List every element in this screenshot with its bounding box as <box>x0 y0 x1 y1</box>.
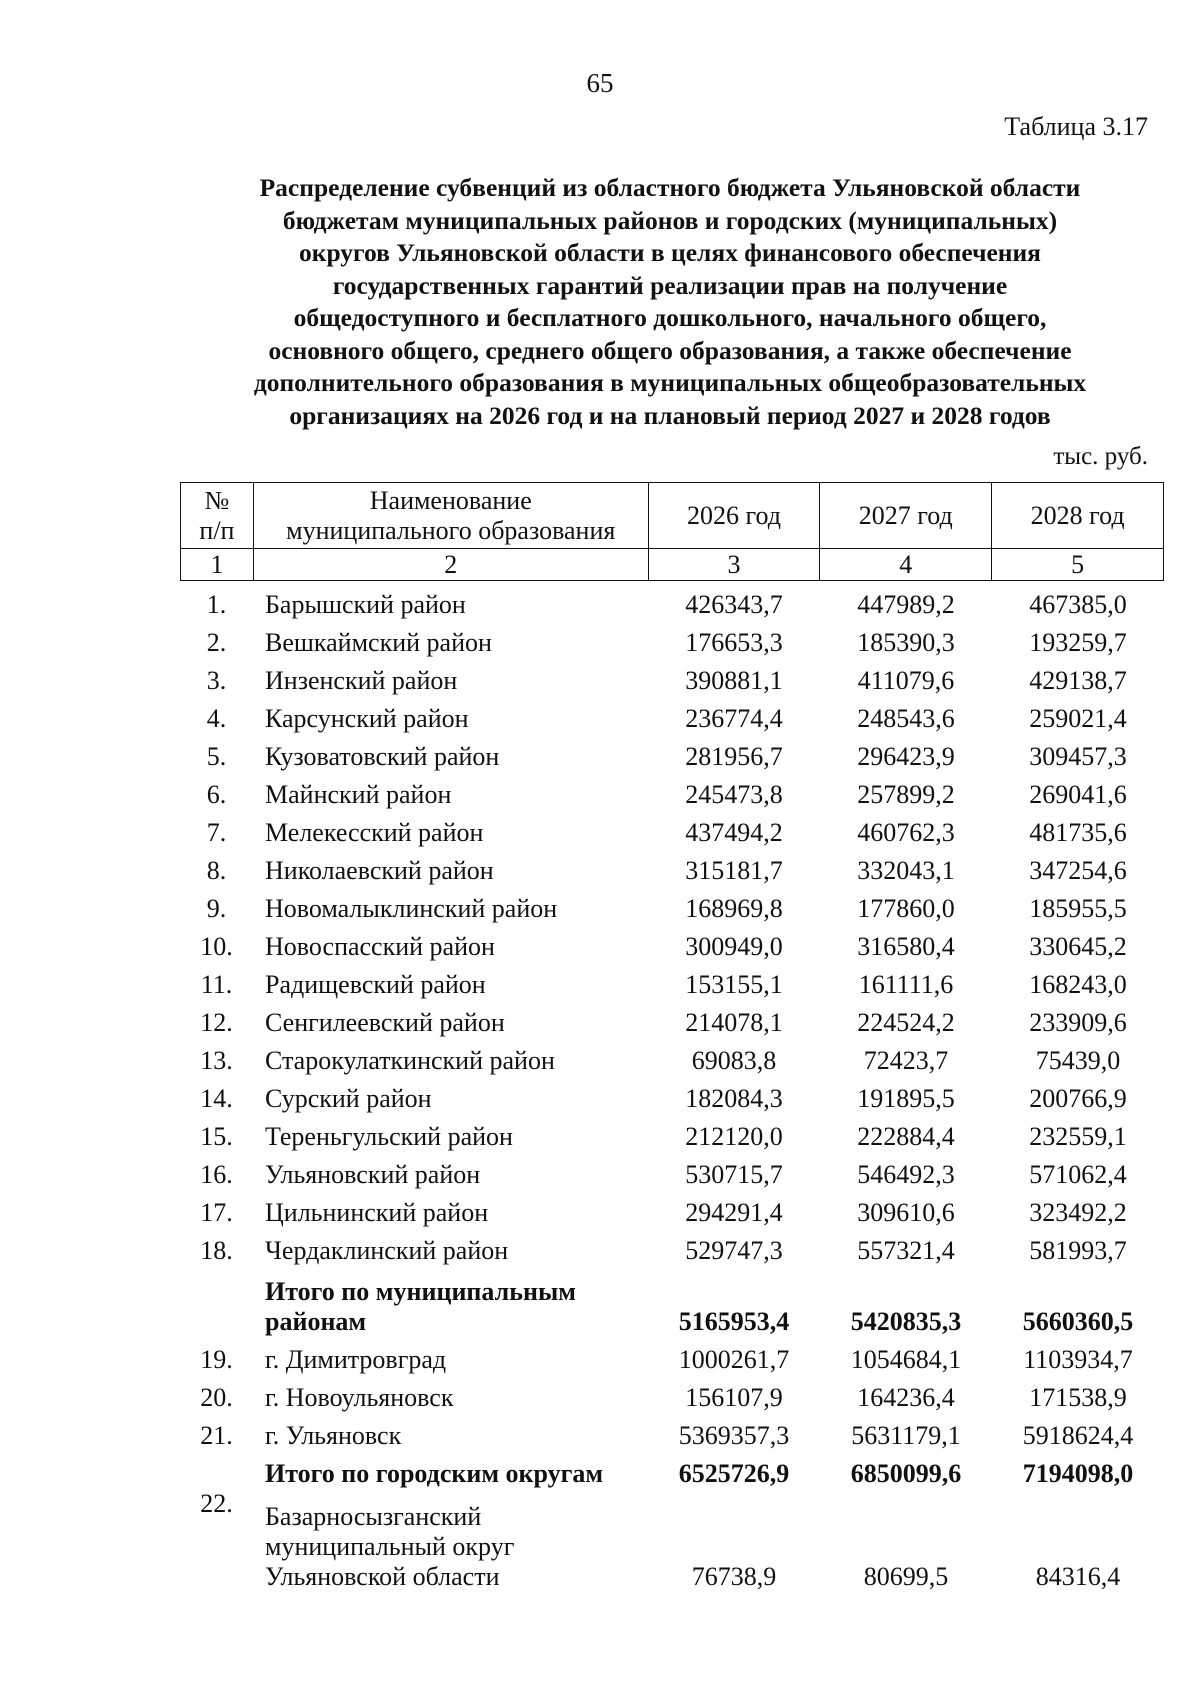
value-2026: 182084,3 <box>685 1084 783 1113</box>
value-2027: 296423,9 <box>857 742 955 771</box>
value-2026: 437494,2 <box>685 818 783 847</box>
value-2027: 1054684,1 <box>850 1345 962 1374</box>
table-row <box>180 810 1164 848</box>
header-num <box>181 483 254 549</box>
value-2026: 69083,8 <box>691 1046 777 1075</box>
table-row <box>180 886 1164 924</box>
value-2027: 6850099,6 <box>850 1459 962 1488</box>
value-2028: 481735,6 <box>1029 818 1127 847</box>
value-2027: 80699,5 <box>863 1562 949 1591</box>
total-cities-row <box>180 1451 1164 1489</box>
column-number-row <box>181 549 1164 581</box>
row-name: Цильнинский район <box>265 1198 489 1227</box>
table-row <box>180 734 1164 772</box>
row-number: 7. <box>206 818 227 847</box>
row-name: Барышский район <box>265 590 466 619</box>
value-2028: 75439,0 <box>1035 1046 1121 1075</box>
row-number: 20. <box>200 1383 233 1412</box>
row-name: Ульяновский район <box>265 1160 481 1189</box>
value-2026: 390881,1 <box>685 666 783 695</box>
value-2027: 411079,6 <box>857 666 955 695</box>
value-2026: 245473,8 <box>685 780 783 809</box>
row-name <box>253 1277 648 1337</box>
title-line: общедоступного и бесплатного дошкольного, начального общего, <box>293 303 1047 332</box>
row-name-line: Базарносызганский <box>265 1502 482 1531</box>
row-name-line: районам <box>265 1307 367 1336</box>
title-line: организациях на 2026 год и на плановый период 2027 и 2028 годов <box>289 400 1051 430</box>
total-districts-row <box>180 1266 1164 1337</box>
header-row <box>181 483 1164 549</box>
table-row <box>180 620 1164 658</box>
column-number: 5 <box>992 549 1164 581</box>
value-2026: 300949,0 <box>685 932 783 961</box>
row-number: 14. <box>200 1084 233 1113</box>
row-name: Мелекесский район <box>265 818 484 847</box>
value-2028: 193259,7 <box>1029 628 1127 657</box>
row-name: Майнский район <box>265 780 452 809</box>
table-row <box>180 1152 1164 1190</box>
row-name: г. Димитровград <box>265 1345 447 1374</box>
column-number: 4 <box>820 549 992 581</box>
table-row <box>180 582 1164 620</box>
value-2027: 557321,4 <box>857 1236 955 1265</box>
title-line: дополнительного образования в муниципальных общеобразовательных <box>253 368 1087 397</box>
table-row <box>180 772 1164 810</box>
value-2026: 214078,1 <box>685 1008 783 1037</box>
row-number: 19. <box>200 1345 233 1374</box>
value-2026: 156107,9 <box>685 1383 783 1412</box>
value-2027: 460762,3 <box>857 818 955 847</box>
value-2028: 5660360,5 <box>1022 1307 1134 1336</box>
value-2026: 212120,0 <box>685 1122 783 1151</box>
header-num-line2: п/п <box>199 515 235 545</box>
value-2027: 248543,6 <box>857 704 955 733</box>
table-body <box>180 582 1164 1592</box>
value-2027: 447989,2 <box>857 590 955 619</box>
row-number: 16. <box>200 1160 233 1189</box>
value-2028: 5918624,4 <box>1022 1421 1134 1450</box>
city-rows <box>180 1337 1164 1451</box>
row-name-line: муниципальный округ <box>265 1532 515 1561</box>
value-2027: 5420835,3 <box>850 1307 962 1336</box>
value-2028: 171538,9 <box>1029 1383 1127 1412</box>
value-2028: 200766,9 <box>1029 1084 1127 1113</box>
row-number: 12. <box>200 1008 233 1037</box>
value-2028: 259021,4 <box>1029 704 1127 733</box>
row-name: г. Ульяновск <box>265 1421 402 1450</box>
row-name: Старокулаткинский район <box>265 1046 555 1075</box>
row-number: 4. <box>206 704 227 733</box>
value-2027: 177860,0 <box>857 894 955 923</box>
header-name-line2: муниципального образования <box>286 515 616 545</box>
value-2028: 84316,4 <box>1035 1562 1121 1591</box>
value-2026: 153155,1 <box>685 970 783 999</box>
row-name: Новомалыклинский район <box>265 894 558 923</box>
row-name: г. Новоульяновск <box>265 1383 454 1412</box>
table-row <box>180 848 1164 886</box>
value-2028: 347254,6 <box>1029 856 1127 885</box>
value-2026: 5165953,4 <box>678 1307 790 1336</box>
value-2028: 232559,1 <box>1029 1122 1127 1151</box>
table-row <box>180 924 1164 962</box>
table-row <box>180 1413 1164 1451</box>
value-2027: 191895,5 <box>857 1084 955 1113</box>
row-number: 2. <box>206 628 227 657</box>
district-rows <box>180 582 1164 1266</box>
document-title <box>170 172 1170 432</box>
row-number: 18. <box>200 1236 233 1265</box>
header-2026: 2026 год <box>648 483 820 549</box>
value-2026: 76738,9 <box>691 1562 777 1591</box>
value-2026: 315181,7 <box>685 856 783 885</box>
row-number: 5. <box>206 742 227 771</box>
row-number: 6. <box>206 780 227 809</box>
row-number: 8. <box>206 856 227 885</box>
value-2028: 309457,3 <box>1029 742 1127 771</box>
row-name: Карсунский район <box>265 704 469 733</box>
value-2026: 1000261,7 <box>678 1345 790 1374</box>
row-name: Сурский район <box>265 1084 432 1113</box>
row-name <box>253 1502 648 1592</box>
title-line: основного общего, среднего общего образования, а также обеспечение <box>268 335 1072 365</box>
row-number: 13. <box>200 1046 233 1075</box>
value-2026: 529747,3 <box>685 1236 783 1265</box>
page-number: 65 <box>586 68 614 98</box>
value-2028: 571062,4 <box>1029 1160 1127 1189</box>
value-2028: 168243,0 <box>1029 970 1127 999</box>
table-label: Таблица 3.17 <box>1004 112 1148 141</box>
value-2028: 233909,6 <box>1029 1008 1127 1037</box>
value-2027: 164236,4 <box>857 1383 955 1412</box>
row-name: Чердаклинский район <box>265 1236 509 1265</box>
column-number: 1 <box>181 549 254 581</box>
value-2027: 72423,7 <box>863 1046 949 1075</box>
table-row <box>180 658 1164 696</box>
title-line: Распределение субвенций из областного бюджета Ульяновской области <box>259 173 1081 202</box>
value-2026: 426343,7 <box>685 590 783 619</box>
row-name: Радищевский район <box>265 970 486 999</box>
row-name: Тереньгульский район <box>265 1122 513 1151</box>
value-2028: 7194098,0 <box>1022 1459 1134 1488</box>
row-number: 10. <box>200 932 233 961</box>
row-name: Кузоватовский район <box>265 742 500 771</box>
row-number: 9. <box>206 894 227 923</box>
value-2027: 161111,6 <box>858 970 954 999</box>
value-2027: 224524,2 <box>857 1008 955 1037</box>
header-2027: 2027 год <box>820 483 992 549</box>
value-2028: 269041,6 <box>1029 780 1127 809</box>
row-name: Новоспасский район <box>265 932 495 961</box>
row-name: Инзенский район <box>265 666 458 695</box>
table-row <box>180 1000 1164 1038</box>
value-2028: 323492,2 <box>1029 1198 1127 1227</box>
table-row <box>180 1228 1164 1266</box>
value-2027: 332043,1 <box>857 856 955 885</box>
title-line: округов Ульяновской области в целях финансового обеспечения <box>299 238 1041 267</box>
header-name-line1: Наименование <box>369 485 532 515</box>
row-name-line: Итого по муниципальным <box>265 1277 576 1306</box>
value-2026: 176653,3 <box>685 628 783 657</box>
table-row <box>180 696 1164 734</box>
value-2027: 185390,3 <box>857 628 955 657</box>
value-2026: 6525726,9 <box>678 1459 790 1488</box>
row-name: Николаевский район <box>265 856 494 885</box>
row-name: Сенгилеевский район <box>265 1008 505 1037</box>
value-2027: 257899,2 <box>857 780 955 809</box>
column-number: 3 <box>648 549 820 581</box>
units-label: тыс. руб. <box>1053 443 1148 470</box>
value-2027: 5631179,1 <box>851 1421 961 1450</box>
title-line: бюджетам муниципальных районов и городских (муниципальных) <box>282 205 1058 235</box>
table-header <box>180 482 1164 581</box>
table-row <box>180 1038 1164 1076</box>
table-row <box>180 1489 1164 1592</box>
value-2026: 294291,4 <box>685 1198 783 1227</box>
value-2026: 530715,7 <box>685 1160 783 1189</box>
value-2026: 168969,8 <box>685 894 783 923</box>
value-2027: 222884,4 <box>857 1122 955 1151</box>
title-line: государственных гарантий реализации прав на получение <box>332 270 1008 300</box>
row-number: 22. <box>200 1489 233 1518</box>
value-2026: 281956,7 <box>685 742 783 771</box>
row-name-line: Ульяновской области <box>265 1562 500 1591</box>
header-2028: 2028 год <box>992 483 1164 549</box>
value-2027: 546492,3 <box>857 1160 955 1189</box>
row-number: 11. <box>200 970 233 999</box>
column-number: 2 <box>253 549 648 581</box>
value-2028: 330645,2 <box>1029 932 1127 961</box>
value-2028: 467385,0 <box>1029 590 1127 619</box>
value-2028: 581993,7 <box>1029 1236 1127 1265</box>
table-row <box>180 1337 1164 1375</box>
table-row <box>180 1190 1164 1228</box>
table-row <box>180 1114 1164 1152</box>
value-2026: 236774,4 <box>685 704 783 733</box>
value-2026: 5369357,3 <box>678 1421 790 1450</box>
value-2027: 316580,4 <box>857 932 955 961</box>
table-row <box>180 962 1164 1000</box>
row-number: 3. <box>206 666 227 695</box>
value-2028: 1103934,7 <box>1023 1345 1133 1374</box>
header-num-line1: № <box>204 485 230 515</box>
row-number: 1. <box>206 590 227 619</box>
table-row <box>180 1076 1164 1114</box>
value-2027: 309610,6 <box>857 1198 955 1227</box>
row-name: Итого по городским округам <box>265 1459 604 1488</box>
table-row <box>180 1375 1164 1413</box>
row-number: 15. <box>200 1122 233 1151</box>
row-number: 21. <box>200 1421 233 1450</box>
row-number: 17. <box>200 1198 233 1227</box>
header-name <box>253 483 648 549</box>
value-2028: 429138,7 <box>1029 666 1127 695</box>
row-name: Вешкаймский район <box>265 628 492 657</box>
value-2028: 185955,5 <box>1029 894 1127 923</box>
